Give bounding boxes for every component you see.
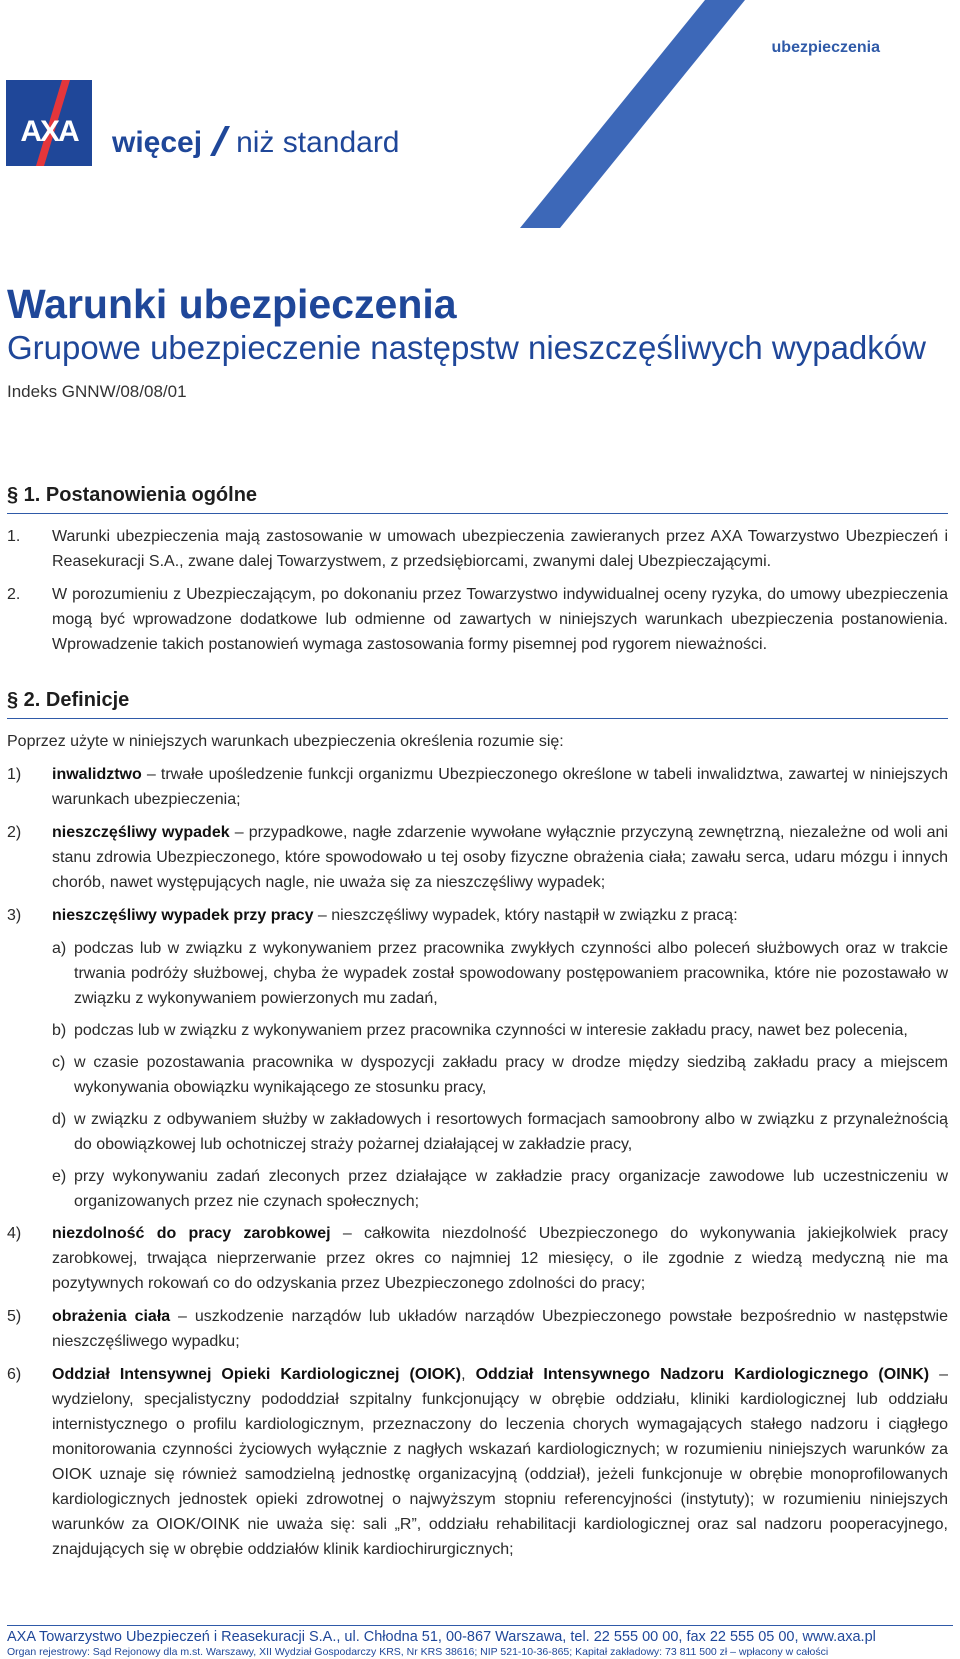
- definition-item: [7, 1304, 948, 1354]
- sub-item: [52, 1018, 948, 1043]
- sub-item-text: w czasie pozostawania pracownika w dyspozycji zakładu pracy w drodze między siedzibą zakładu pracy a miejscem wykonywania obowiązku wynikającego ze stosunku pracy,: [74, 1054, 948, 1096]
- definition-item: [7, 903, 948, 928]
- document-subtitle: Grupowe ubezpieczenie następstw nieszczęśliwych wypadków: [7, 329, 926, 366]
- tagline-regular: niż standard: [236, 126, 400, 159]
- definition-item: [7, 1221, 948, 1296]
- tagline-bold: więcej: [112, 126, 203, 159]
- section-2-heading: § 2. Definicje: [7, 687, 948, 719]
- paragraph-text: W porozumieniu z Ubezpieczającym, po dokonaniu przez Towarzystwo indywidualnej oceny ryzyka, do umowy ubezpieczenia mogą być wprowadzone dodatkowe lub odmienne od zawartych w niniejszych warunkach ubezpieczenia postanowienia. Wprowadzenie takich postanowień wymaga zastosowania formy pisemnej pod rygorem nieważności.: [52, 586, 948, 653]
- brand-tagline: [112, 126, 400, 160]
- definition-text: – nieszczęśliwy wypadek, który nastąpił w związku z pracą:: [313, 907, 738, 924]
- paragraph-text: Warunki ubezpieczenia mają zastosowanie w umowach ubezpieczenia zawieranych przez AXA Towarzystwo Ubezpieczeń i Reasekuracji S.A., zwane dalej Towarzystwem, z przedsiębiorcami, zwanymi dalej Ubezpieczającymi.: [52, 528, 948, 570]
- definition-term-secondary: Oddział Intensywnego Nadzoru Kardiologicznego (OINK): [475, 1366, 930, 1383]
- document-content: [7, 482, 948, 1570]
- footer-registration: Organ rejestrowy: Sąd Rejonowy dla m.st. Warszawy, XII Wydział Gospodarczy KRS, Nr KRS 38616; NIP 521-10-36-865; Kapitał zakładowy: 73 811 500 zł – wpłacony w całości: [7, 1646, 829, 1658]
- definition-number: 2): [7, 824, 22, 841]
- definition-text: – wydzielony, specjalistyczny pododdział szpitalny funkcjonujący w obrębie oddziału, kliniki kardiologicznej lub oddziału internistycznego o profilu kardiologicznym, przeznaczony do leczenia chorych wymagających stałego nadzoru i ciągłego monitorowania czynności życiowych wyłącznie z nagłych wskazań kardiologicznych; w rozumieniu niniejszych warunków za OIOK uznaje się również samodzielną jednostkę organizacyjną (oddział), jeżeli funkcjonuje w obrębie monoprofilowanych kardiologicznych jednostek opieki zdrowotnej o najwyższym stopniu referencyjności (instytuty); w rozumieniu niniejszych warunków za OIOK/OINK nie uważa się: sali „R”, oddziału rehabilitacji kardiologicznej oraz sal nadzoru pooperacyjnego, znajdujących się w obrębie oddziałów klinik kardiochirurgicznych;: [52, 1366, 949, 1558]
- sub-item-letter: a): [52, 940, 67, 957]
- logo-text: AXA: [20, 115, 78, 148]
- definition-text: – całkowita niezdolność Ubezpieczonego do wykonywania jakiejkolwiek pracy zarobkowej, trwająca nieprzerwanie przez okres co najmniej 12 miesięcy, o ile zgodnie z wiedzą medyczną nie ma pozytywnych rokowań co do odzyskania przez Ubezpieczonego zdolności do pracy;: [52, 1225, 948, 1292]
- sub-item-text: podczas lub w związku z wykonywaniem przez pracownika zwykłych czynności albo poleceń służbowych oraz w trakcie trwania podróży służbowej, chyba że wypadek został spowodowany postępowaniem pracownika, które nie pozostawało w związku z wykonywaniem powierzonych mu zadań,: [74, 940, 948, 1007]
- tagline-slash-icon: [210, 126, 230, 156]
- definition-number: 3): [7, 907, 22, 924]
- sub-item-text: w związku z odbywaniem służby w zakładowych i resortowych formacjach samoobrony albo w związku z przynależnością do obowiązkowej lub ochotniczej straży pożarnej działającej w zakładzie pracy,: [74, 1111, 948, 1153]
- definition-item: [7, 762, 948, 812]
- sub-item: [52, 936, 948, 1011]
- document-title: Warunki ubezpieczenia: [7, 281, 457, 327]
- axa-logo: [6, 80, 92, 166]
- stripe-shape: [520, 0, 745, 228]
- sub-item-letter: c): [52, 1054, 66, 1071]
- paragraph: [7, 524, 948, 574]
- diagonal-stripe-decoration: [0, 0, 960, 230]
- sub-item-letter: e): [52, 1168, 67, 1185]
- definition-term: inwalidztwo: [52, 766, 142, 783]
- title-block: [7, 282, 947, 402]
- definition-separator: ,: [461, 1366, 476, 1383]
- sub-item-letter: b): [52, 1022, 67, 1039]
- definition-text: – trwałe upośledzenie funkcji organizmu Ubezpieczonego określone w tabeli inwalidztwa, zawartej w niniejszych warunkach ubezpieczenia;: [52, 766, 948, 808]
- document-index: Indeks GNNW/08/08/01: [7, 382, 187, 401]
- sub-item: [52, 1107, 948, 1157]
- definition-number: 6): [7, 1366, 22, 1383]
- paragraph: [7, 582, 948, 657]
- definition-number: 1): [7, 766, 22, 783]
- sub-item: [52, 1164, 948, 1214]
- category-label: ubezpieczenia: [771, 39, 880, 56]
- section-1-heading: § 1. Postanowienia ogólne: [7, 482, 948, 514]
- definition-number: 5): [7, 1308, 22, 1325]
- paragraph-number: 1.: [7, 528, 21, 545]
- definition-text: – przypadkowe, nagłe zdarzenie wywołane wyłącznie przyczyną zewnętrzną, niezależne od woli ani stanu zdrowia Ubezpieczonego, które spowodowało u tej osoby fizyczne obrażenia ciała; zawału serca, udaru mózgu i innych chorób, nawet występujących nagle, nie uważa się za nieszczęśliwy wypadek;: [52, 824, 948, 891]
- definition-item: [7, 820, 948, 895]
- definition-term: obrażenia ciała: [52, 1308, 171, 1325]
- footer-company-address: AXA Towarzystwo Ubezpieczeń i Reasekuracji S.A., ul. Chłodna 51, 00-867 Warszawa, tel. 22 555 00 00, fax 22 555 05 00, www.axa.pl: [7, 1629, 876, 1645]
- definition-term: nieszczęśliwy wypadek przy pracy: [52, 907, 314, 924]
- sub-item-text: podczas lub w związku z wykonywaniem przez pracownika czynności w interesie zakładu pracy, nawet bez polecenia,: [74, 1022, 908, 1039]
- sub-item-letter: d): [52, 1111, 67, 1128]
- definition-term: nieszczęśliwy wypadek: [52, 824, 230, 841]
- definitions-intro: Poprzez użyte w niniejszych warunkach ubezpieczenia określenia rozumie się:: [7, 733, 564, 750]
- definition-text: – uszkodzenie narządów lub układów narządów Ubezpieczonego powstałe bezpośrednio w następstwie nieszczęśliwego wypadku;: [52, 1308, 949, 1350]
- definition-item: [7, 1362, 948, 1562]
- definition-number: 4): [7, 1225, 22, 1242]
- definition-term: Oddział Intensywnej Opieki Kardiologicznej (OIOK): [52, 1366, 462, 1383]
- sub-item-text: przy wykonywaniu zadań zleconych przez działające w zakładzie pracy organizacje zawodowe lub uczestniczeniu w organizowanych przez nie czynach społecznych;: [74, 1168, 948, 1210]
- paragraph-number: 2.: [7, 586, 21, 603]
- definition-term: niezdolność do pracy zarobkowej: [52, 1225, 331, 1242]
- sub-item: [52, 1050, 948, 1100]
- page-footer: [7, 1625, 953, 1659]
